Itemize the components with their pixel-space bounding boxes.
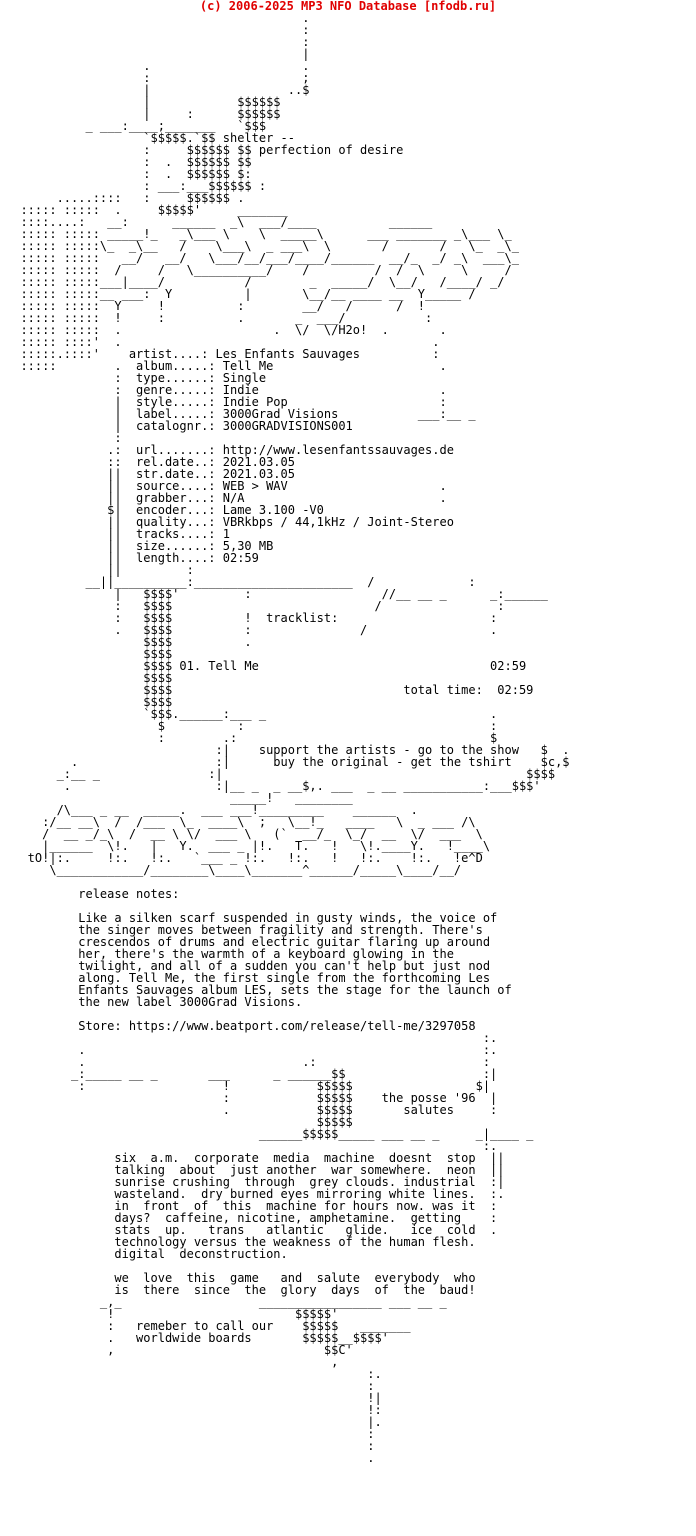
site-header-title: (c) 2006-2025 MP3 NFO Database [nfodb.ru]: [199, 0, 497, 13]
nfo-text-block: . : : | . . : ; | ..$ | $$$$$$ | : $$$$$$ _ ___:____;_______ `$$$ `$$$$$.`$$ shelter -- : $$$$$$ $$ perfection of desire : . $$$$$$ $$ : . $$$$$$ $: : ___:___$$$$$$ : .....:::: : $$$$$$ . ::::: ::::: . $$$$$' _______ ::::....: __: ______ _\ ___/____ ______ ::::: ::::: _____!_ _\___ \ \ _____\ ___ _______ _\___ \_ ::::: :::::\_ _\__ / \___\ _ ___\ \ / / \_ _\_ ::::: ::::: __/ __/ \___/__/___/____/______ __/_ _/ _\ ___\_ ::::: ::::: / / \__________/ / / / \ \ / ::::: :::::___|____/ / _ _____/ \__/ /____/ _/ ::::: :::::__ ___: Y | \__/__ ____ __ Y_____ / ::::: ::::: Y ! : __/ / / ! ::::: ::::: ! : . _ ___/ : ::::: ::::: . . \/ \/H2o! . . ::::: ::::' . . :::::.::::' artist....: Les Enfants Sauvages : ::::: . album.....: Tell Me . : type......: Single : genre.....: Indie . | style.....: Indie Pop : | label.....: 3000Grad Visions ___:__ _ | catalognr.: 3000GRADVISIONS001 : .: url.......: http://www.lesenfantssauvages.de :: rel.date..: 2021.03.05 || str.date..: 2021.03.05 || source....: WEB > WAV . || grabber...: N/A . $| encoder...: Lame 3.100 -V0 || quality...: VBRkbps / 44,1kHz / Joint-Stereo || tracks....: 1 || size......: 5,30 MB || length....: 02:59 || : __||__________:______________________ / : | $$$$' : //__ __ _ _:______ : $$$$ / : : $$$$ ! tracklist: : . $$$$ : / . $$$$ . $$$$ $$$$ 01. Tell Me 02:59 $$$$ $$$$ total time: 02:59 $$$$ `$$$.______:___ _ . $ : : : .: $ :| support the artists - go to the show $ . . :| buy the original - get the tshirt $c,$ _:__ _ :| $$$$ . :|__ _ _ __$,. ___ _ __ ___________:___$$$' _____! ________ /\___ _ __ _____. ___ ___!_________ ______ . :/__ __\ / /___ \_ ____\ ; \__!_ ____ \ _ ___ /\ / __ _/_\ / __ \ \/ ___ \ (` __/_ \_/ __ \/ ___ \ |______ \!. | Y. ___ _ |!. T. ! \!.____Y. !____\ tO!|:. !:. !:. `___ _ !:. !:. ! !:. !:. !e^D \____________/________\____\_______^______/_____\____/__/ release notes: Like a silken scarf suspended in gusty winds, the voice of the singer moves between fragility and strength. There's crescendos of drums and electric guitar flaring up around her, there's the warmth of a keyboard glowing in the twilight, and all of a sudden you can't help but just nod along. Tell Me, the first single from the forthcoming Les Enfants Sauvages album LES, sets the stage for the launch of the new label 3000Grad Visions. Store: https://www.beatport.com/release/tell-me/3297058 :. . :. . .: : _:_____ __ _ ___ _ ______$$ :| : ! $$$$$ $| : $$$$$ the posse '96 | . $$$$$ salutes : $$$$$ ______$$$$$_____ ___ __ _ _|____ _ :. six a.m. corporate media machine doesnt stop || talking about just another war somewhere. neon || sunrise crushing through grey clouds. industrial :| wasteland. dry burned eyes mirroring white lines. :. in front of this machine for hours now. was it : days? caffeine, nicotine, amphetamine. getting : stats up. trans atlantic glide. ice cold . technology versus the weakness of the human flesh. digital deconstruction. we love this game and salute everybody who is there since the glory days of the baud! _,_ _________________ ___ __ _ ! $$$$$' : remeber to call our $$$$$ _______ . worldwide boards $$$$$__$$$$' , $$C' , :. : !| !: |. : : .: [20, 11, 570, 1465]
